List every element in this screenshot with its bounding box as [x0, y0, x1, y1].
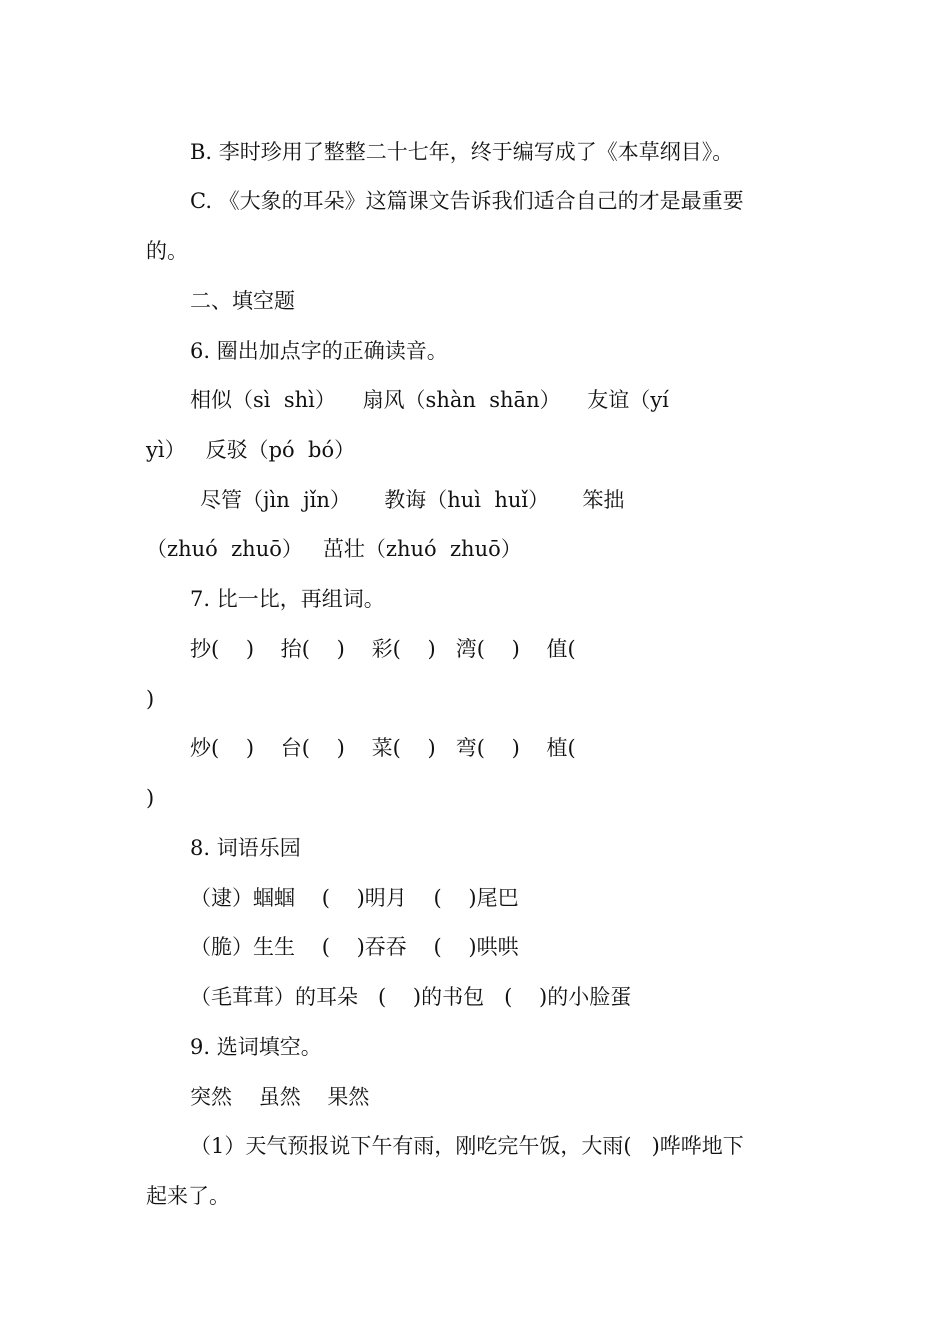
question-6-line2: yì） 反驳（pó bó）	[146, 438, 356, 462]
question-7-line2: )	[146, 687, 155, 711]
question-8-line2: （脆）生生 ( )吞吞 ( )哄哄	[190, 935, 519, 959]
question-8-line1: （逮）蝈蝈 ( )明月 ( )尾巴	[190, 886, 519, 910]
question-6-line3: 尽管（jìn jǐn） 教诲（huì huǐ） 笨拙	[200, 488, 625, 512]
question-7-line1: 抄( ) 抬( ) 彩( ) 湾( ) 值(	[190, 637, 576, 661]
section-heading: 二、填空题	[190, 289, 295, 313]
question-7-line3: 炒( ) 台( ) 菜( ) 弯( ) 植(	[190, 736, 576, 760]
question-6-line4: （zhuó zhuō） 茁壮（zhuó zhuō）	[146, 537, 522, 561]
option-b: B. 李时珍用了整整二十七年，终于编写成了《本草纲目》。	[190, 140, 734, 164]
question-9-item1-line2: 起来了。	[146, 1184, 230, 1208]
question-8-line3: （毛茸茸）的耳朵 ( )的书包 ( )的小脸蛋	[190, 985, 632, 1009]
question-6-line1: 相似（sì shì） 扇风（shàn shān） 友谊（yí	[190, 388, 669, 412]
option-c-line1: C. 《大象的耳朵》这篇课文告诉我们适合自己的才是最重要	[190, 189, 744, 213]
question-9-item1-line1: （1）天气预报说下午有雨，刚吃完午饭，大雨( )哗哗地下	[190, 1134, 744, 1158]
question-8: 8. 词语乐园	[190, 836, 301, 860]
question-9-word-bank: 突然 虽然 果然	[190, 1085, 370, 1109]
question-7-line4: )	[146, 786, 155, 810]
question-9: 9. 选词填空。	[190, 1035, 322, 1059]
question-6: 6. 圈出加点字的正确读音。	[190, 339, 448, 363]
question-7: 7. 比一比，再组词。	[190, 587, 385, 611]
option-c-line2: 的。	[146, 239, 188, 263]
